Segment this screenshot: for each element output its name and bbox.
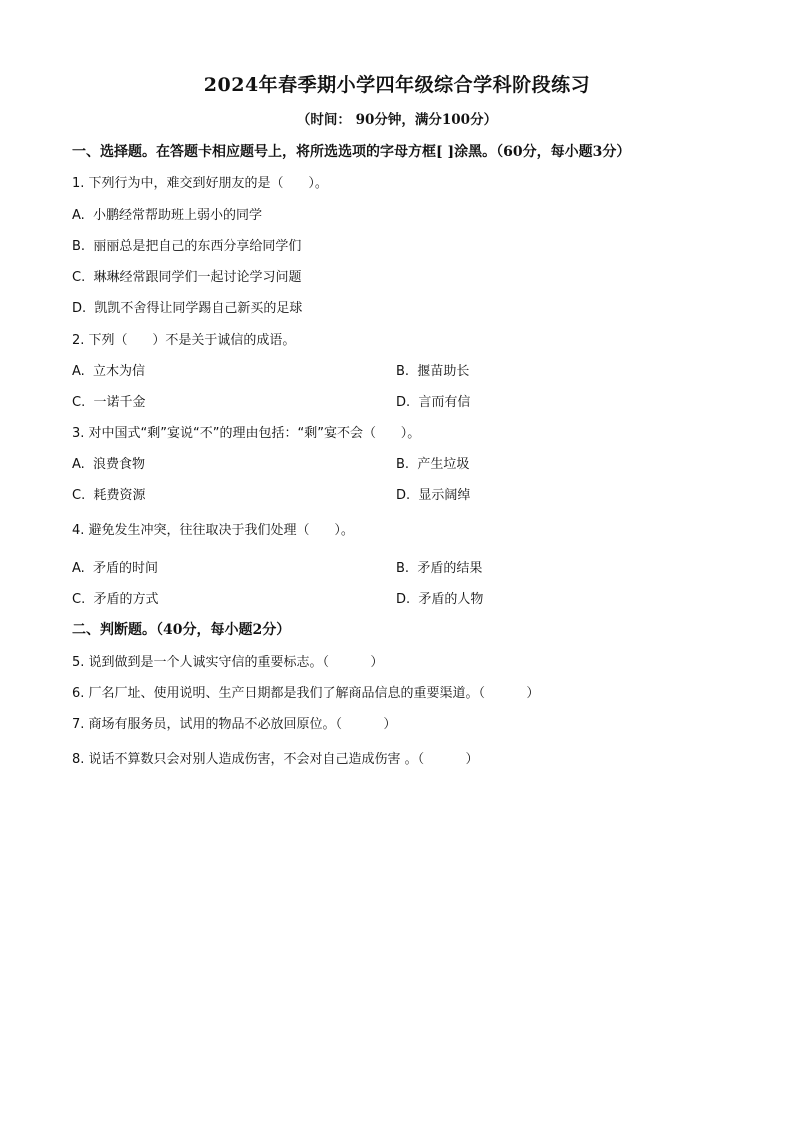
question-option: A. 浪费食物 [72,457,146,472]
exam-duration-note: （时间： 90分钟，满分100分） [296,112,498,128]
question-option: A. 小鹏经常帮助班上弱小的同学 [72,208,263,223]
page-title: 2024年春季期小学四年级综合学科阶段练习 [203,74,591,96]
question-option: A. 矛盾的时间 [72,561,159,576]
question-option: D. 矛盾的人物 [396,592,484,607]
judgment-item: 5. 说到做到是一个人诚实守信的重要标志。（ ） [72,655,384,670]
question-option: C. 一诺千金 [72,395,146,410]
question-option: C. 琳琳经常跟同学们一起讨论学习问题 [72,270,302,285]
question-stem: 3. 对中国式“剩”宴说“不”的理由包括：“剩”宴不会（ ）。 [72,426,421,441]
question-option: C. 耗费资源 [72,488,146,503]
question-option: D. 凯凯不舍得让同学踢自己新买的足球 [72,301,303,316]
question-option: B. 矛盾的结果 [396,561,483,576]
question-stem: 2. 下列（ ）不是关于诚信的成语。 [72,333,296,348]
question-option: B. 丽丽总是把自己的东西分享给同学们 [72,239,302,254]
question-option: C. 矛盾的方式 [72,592,159,607]
question-option: D. 显示阔绰 [396,488,471,503]
question-option: B. 揠苗助长 [396,364,470,379]
question-option: D. 言而有信 [396,395,471,410]
judgment-item: 6. 厂名厂址、使用说明、生产日期都是我们了解商品信息的重要渠道。（ ） [72,686,540,701]
question-stem: 4. 避免发生冲突，往往取决于我们处理（ ）。 [72,523,354,538]
section-heading-judgment: 二、判断题。（40分，每小题2分） [72,622,291,638]
section-heading-choice: 一、选择题。在答题卡相应题号上，将所选选项的字母方框[ ]涂黑。（60分，每小题3分） [72,144,631,160]
judgment-item: 7. 商场有服务员，试用的物品不必放回原位。（ ） [72,717,397,732]
question-option: B. 产生垃圾 [396,457,470,472]
question-option: A. 立木为信 [72,364,146,379]
judgment-item: 8. 说话不算数只会对别人造成伤害，不会对自己造成伤害 。（ ） [72,752,479,767]
question-stem: 1. 下列行为中，难交到好朋友的是（ ）。 [72,176,328,191]
